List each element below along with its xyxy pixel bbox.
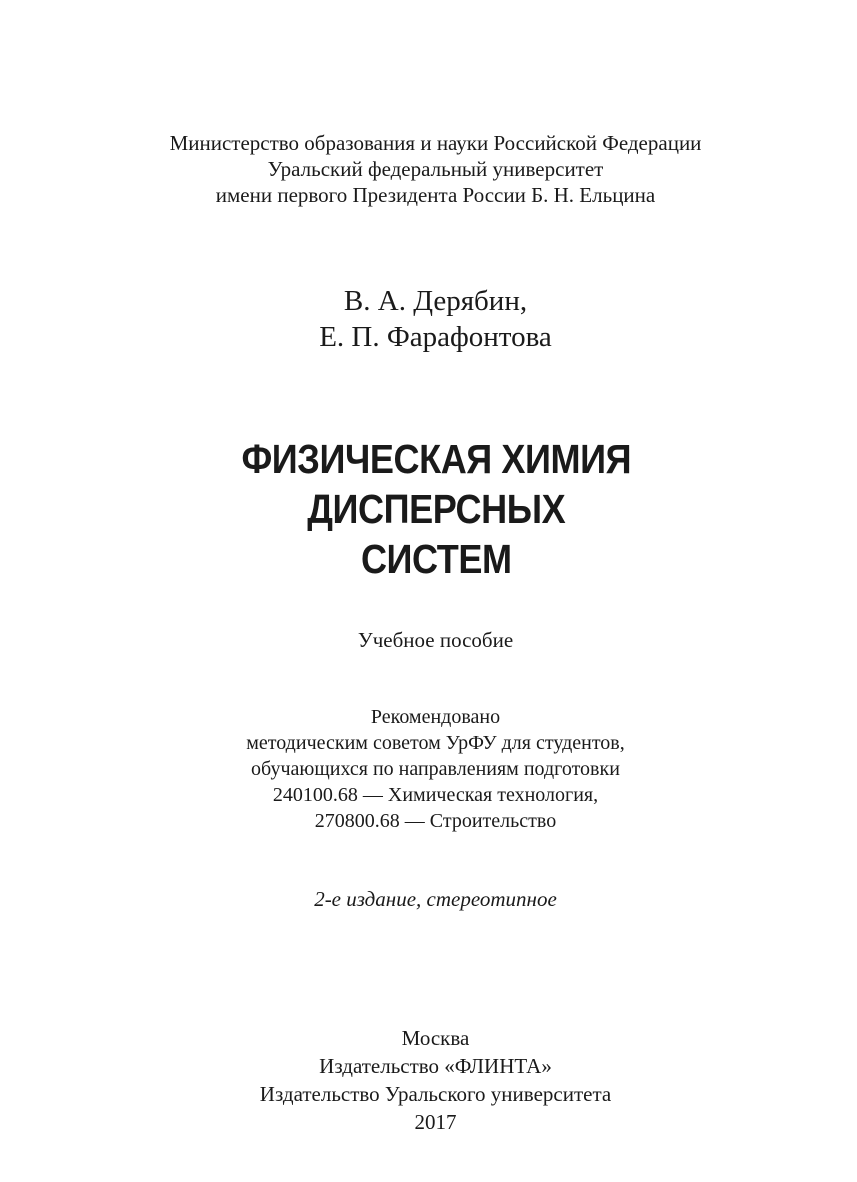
ministry-line: Министерство образования и науки Российской Федерации bbox=[169, 131, 702, 155]
authors bbox=[7, 283, 857, 355]
book-title bbox=[59, 434, 813, 584]
publisher-name-1: Издательство «ФЛИНТА» bbox=[319, 1054, 552, 1078]
university-line: Уральский федеральный университет bbox=[267, 157, 604, 181]
title-line-3: СИСТЕМ bbox=[360, 536, 512, 582]
publisher-name-2: Издательство Уральского университета bbox=[259, 1082, 612, 1106]
ministry-header bbox=[7, 130, 857, 208]
recommendation bbox=[7, 704, 857, 834]
author-1: В. А. Дерябин, bbox=[343, 285, 528, 317]
recommendation-line-5: 270800.68 — Строительство bbox=[314, 810, 557, 832]
author-2: Е. П. Фарафонтова bbox=[319, 321, 552, 353]
title-line-1: ФИЗИЧЕСКАЯ ХИМИЯ bbox=[241, 436, 632, 482]
recommendation-line-1: Рекомендовано bbox=[370, 706, 501, 728]
recommendation-line-3: обучающихся по направлениям подготовки bbox=[251, 758, 620, 780]
recommendation-line-2: методическим советом УрФУ для студентов, bbox=[246, 732, 625, 754]
publisher-city: Москва bbox=[401, 1026, 470, 1050]
title-line-2: ДИСПЕРСНЫХ bbox=[307, 486, 566, 532]
publication-year: 2017 bbox=[414, 1110, 457, 1134]
publisher-info bbox=[7, 1024, 857, 1136]
recommendation-line-4: 240100.68 — Химическая технология, bbox=[272, 784, 599, 806]
edition-note: 2-е издание, стереотипное bbox=[314, 887, 557, 911]
university-name-line: имени первого Президента России Б. Н. Ельцина bbox=[215, 183, 656, 207]
book-subtitle: Учебное пособие bbox=[357, 628, 514, 652]
